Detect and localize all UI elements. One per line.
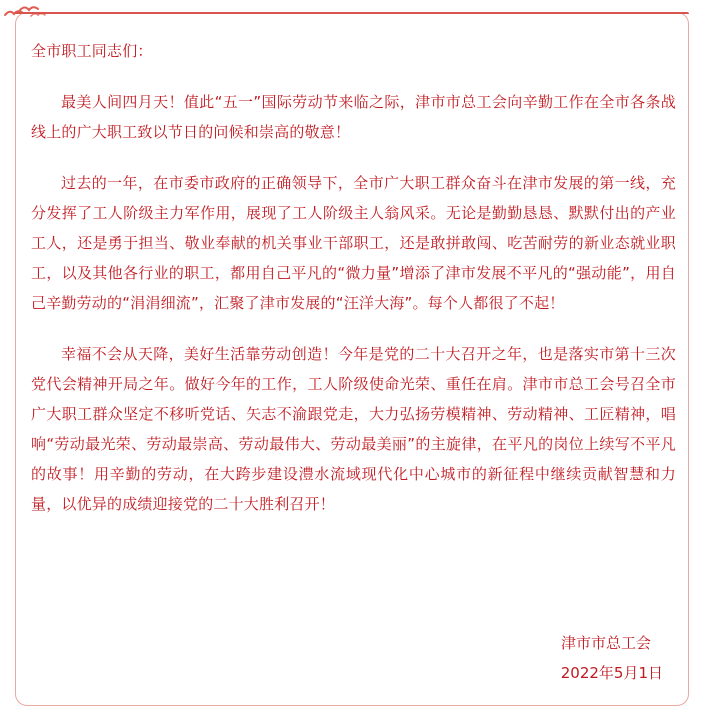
- signature-date: 2022年5月1日: [560, 664, 663, 682]
- frame-top-accent: [15, 12, 689, 14]
- paragraph-greeting: 最美人间四月天！值此“五一”国际劳动节来临之际，津市市总工会向辛勤工作在全市各条战线上的广大职工致以节日的问候和崇高的敬意！: [31, 93, 676, 141]
- letter-body: [31, 36, 676, 540]
- signature-block: [561, 628, 663, 688]
- paragraph-review: 过去的一年，在市委市政府的正确领导下，全市广大职工群众奋斗在津市发展的第一线，充分发挥了工人阶级主力军作用，展现了工人阶级主人翁风采。无论是勤勤恳恳、默默付出的产业工人，还是勇于担当、敬业奉献的机关事业干部职工，还是敢拼敢闯、吃苦耐劳的新业态就业职工，以及其他各行业的职工，都用自己平凡的“微力量”增添了津市发展不平凡的“强动能”，用自己辛勤劳动的“涓涓细流”，汇聚了津市发展的“汪洋大海”。每个人都很了不起！: [31, 174, 676, 312]
- signature-organization: 津市市总工会: [560, 634, 651, 652]
- salutation: 全市职工同志们：: [31, 42, 153, 60]
- paragraph-call-to-action: 幸福不会从天降，美好生活靠劳动创造！今年是党的二十大召开之年，也是落实市第十三次党代会精神开局之年。做好今年的工作，工人阶级使命光荣、重任在肩。津市市总工会号召全市广大职工群众坚定不移听党话、矢志不渝跟党走，大力弘扬劳模精神、劳动精神、工匠精神，唱响“劳动最光荣、劳动最崇高、劳动最伟大、劳动最美丽”的主旋律，在平凡的岗位上续写不平凡的故事！用辛勤的劳动，在大跨步建设澧水流域现代化中心城市的新征程中继续贡献智慧和力量，以优异的成绩迎接党的二十大胜利召开！: [31, 345, 676, 513]
